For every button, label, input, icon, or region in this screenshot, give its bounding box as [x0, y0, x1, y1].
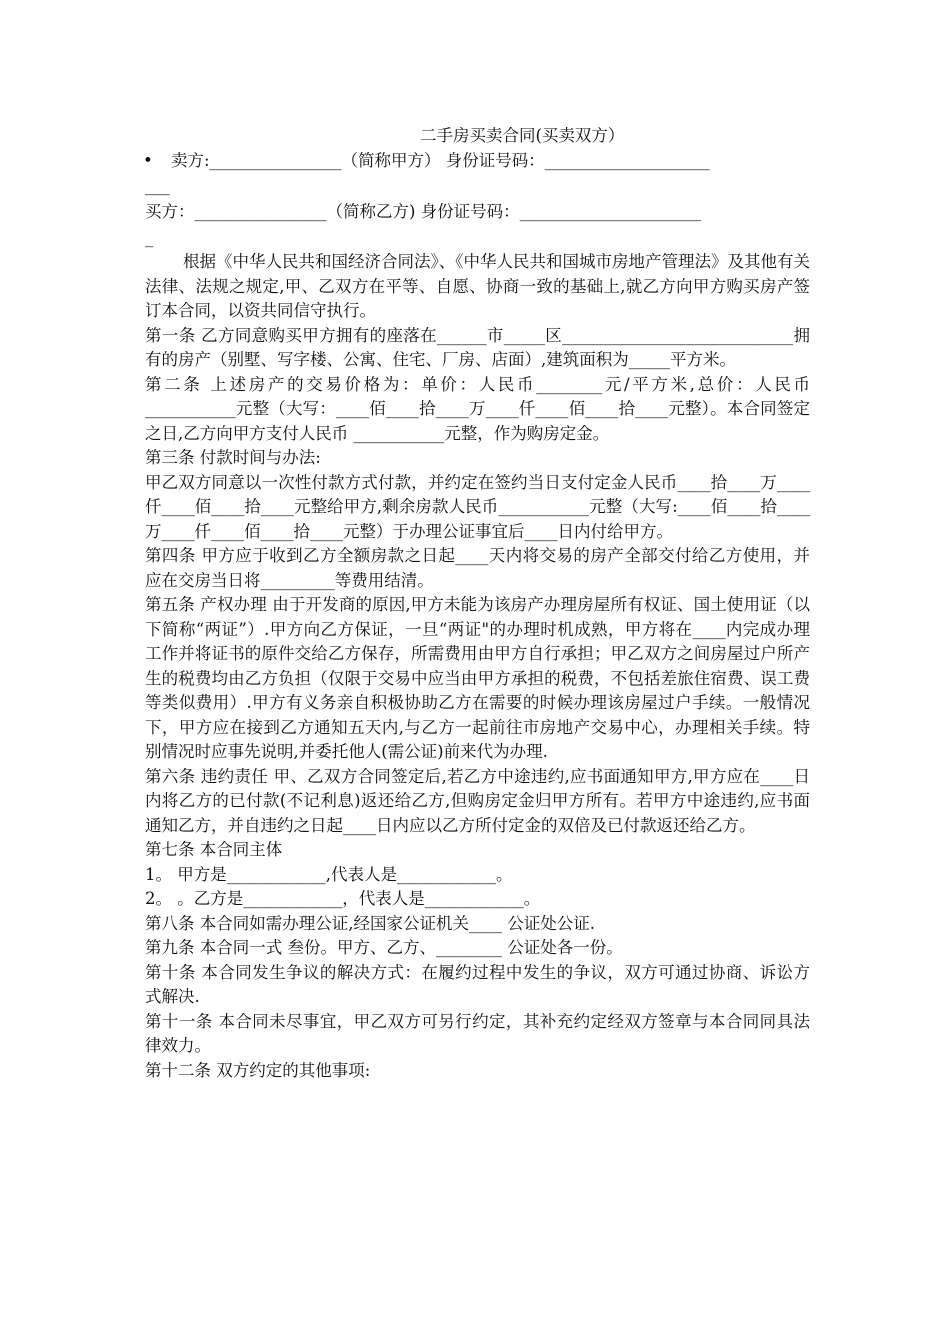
article-6: 第六条 违约责任 甲、乙双方合同签定后,若乙方中途违约,应书面通知甲方,甲方应在____日内将乙方的已付款(不记利息)返还给乙方,但购房定金归甲方所有。若甲方中途违约,应书面通知乙方，并自违约之日起____日内应以乙方所付定金的双倍及已付款返还给乙方。: [145, 766, 810, 835]
seller-line-text: 卖方:________________（简称甲方） 身份证号码：____________________: [171, 151, 710, 170]
preamble-paragraph: 根据《中华人民共和国经济合同法》、《中华人民共和国城市房地产管理法》及其他有关法律、法规之规定,甲、乙双方在平等、自愿、协商一致的基础上,就乙方向甲方购买房产签订本合同，以资共同信守执行。: [145, 252, 810, 320]
article-1: 第一条 乙方同意购买甲方拥有的座落在______市_____区____________________________拥有的房产（别墅、写字楼、公寓、住宅、厂房、店面）,建筑面积为_____平方米。: [145, 325, 810, 369]
article-3-body: 甲乙双方同意以一次性付款方式付款，并约定在签约当日支付定金人民币____拾____万____仟____佰____拾____元整给甲方,剩余房款人民币___________元整（大写:____佰____拾____万____仟____佰____拾____元整）于办理公证事宜后____日内付给甲方。: [145, 472, 810, 541]
article-3-heading: 第三条 付款时间与办法:: [145, 448, 321, 467]
article-9: 第九条 本合同一式 叁份。甲方、乙方、________ 公证处各一份。: [145, 938, 623, 957]
buyer-line: 买方：________________（简称乙方) 身份证号码：______________________: [145, 202, 702, 221]
seller-line-tail: ___: [145, 176, 170, 195]
article-7-party-b: 2。 。乙方是____________，代表人是____________。: [145, 889, 541, 908]
document-title: 二手房买卖合同(买卖双方）: [420, 126, 625, 145]
seller-line: [143, 149, 813, 174]
article-12: 第十二条 双方约定的其他事项:: [145, 1060, 371, 1080]
article-7-heading: 第七条 本合同主体: [145, 840, 283, 859]
article-2: 第二条 上述房产的交易价格为：单价：人民币________元/平方米,总价：人民币___________元整（大写：____佰____拾____万____仟____佰____拾____元整）。本合同签定之日,乙方向甲方支付人民币 ___________元整，作为购房定金。: [145, 374, 810, 443]
article-4: 第四条 甲方应于收到乙方全额房款之日起____天内将交易的房产全部交付给乙方使用，并应在交房当日将_________等费用结清。: [145, 546, 810, 590]
article-8: 第八条 本合同如需办理公证,经国家公证机关____ 公证处公证.: [145, 913, 595, 933]
bullet-icon: •: [143, 151, 153, 170]
article-11: 第十一条 本合同未尽事宜，甲乙双方可另行约定，其补充约定经双方签章与本合同同具法律效力。: [145, 1011, 810, 1055]
contract-body: [145, 250, 810, 1083]
article-7-party-a: 1。 甲方是____________,代表人是____________。: [145, 864, 513, 884]
buyer-line-tail: _: [145, 228, 154, 247]
article-10: 第十条 本合同发生争议的解决方式：在履约过程中发生的争议，双方可通过协商、诉讼方式解决.: [145, 962, 810, 1006]
article-5: 第五条 产权办理 由于开发商的原因,甲方未能为该房产办理房屋所有权证、国土使用证（以下简称“两证”）.甲方向乙方保证，一旦“两证"的办理时机成熟，甲方将在____内完成办理工作并将证书的原件交给乙方保存，所需费用由甲方自行承担；甲乙双方之间房屋过户所产生的税费均由乙方负担（仅限于交易中应当由甲方承担的税费，不包括差旅住宿费、误工费等类似费用）.甲方有义务亲自积极协助乙方在需要的时候办理该房屋过户手续。一般情况下，甲方应在接到乙方通知五天内,与乙方一起前往市房地产交易中心，办理相关手续。特别情况时应事先说明,并委托他人(需公证)前来代为办理.: [145, 595, 810, 761]
